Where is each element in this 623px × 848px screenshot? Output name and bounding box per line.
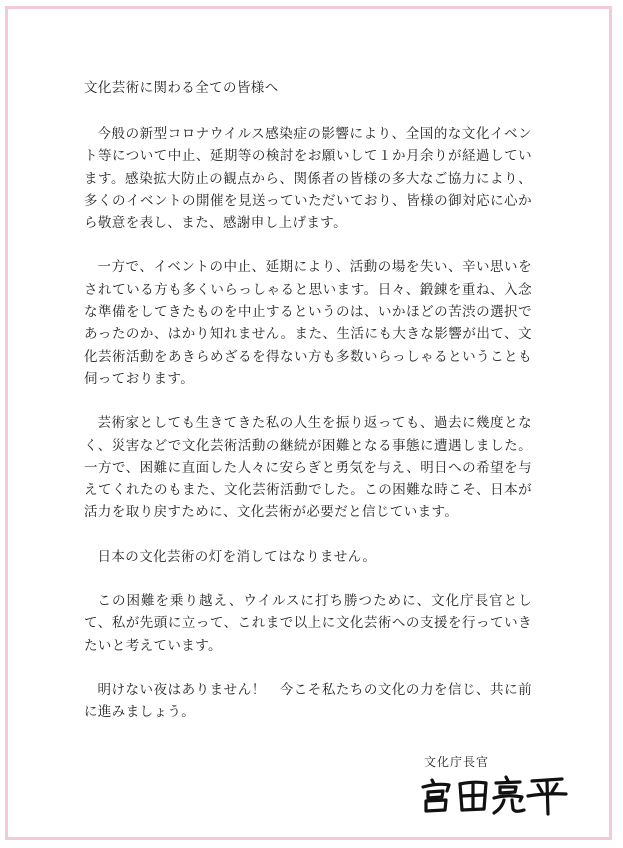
paragraph-3: 芸術家としても生きてきた私の人生を振り返っても、過去に幾度となく、災害などで文化芸術活動の継続が困難となる事態に遭遇しました。一方で、困難に直面した人々に安らぎと勇気を与え、明日への希望を与えてくれたのもまた、文化芸術活動でした。この困難な時こそ、日本が活力を取り戻すために、文化芸術が必要だと信じています。 [84,415,532,521]
signer-title: 文化庁長官 [424,755,490,769]
paragraph-1: 今般の新型コロナウイルス感染症の影響により、全国的な文化イベント等について中止、延期等の検討をお願いして１か月余りが経過しています。感染拡大防止の観点から、関係者の皆様の多大なご協力により、多くのイベントの開催を見送っていただいており、皆様の御対応に心から敬意を表し、また、感謝申し上げます。 [84,126,532,232]
handwritten-signature [418,772,568,816]
salutation: 文化芸術に関わる全ての皆様へ [84,80,279,96]
letter-body [84,77,532,724]
paragraph-6: 明けない夜はありません！ 今こそ私たちの文化の力を信じ、共に前に進みましょう。 [84,681,532,721]
paragraph-5: この困難を乗り越え、ウイルスに打ち勝つために、文化庁長官として、私が先頭に立って、これまで以上に文化芸術への支援を行っていきたいと考えています。 [84,593,532,654]
paragraph-4: 日本の文化芸術の灯を消してはなりません。 [97,548,377,565]
paragraph-2: 一方で、イベントの中止、延期により、活動の場を失い、辛い思いをされている方も多くいらっしゃると思います。日々、鍛錬を重ね、入念な準備をしてきたものを中止するというのは、いかほどの苦渋の選択であったのか、はかり知れません。また、生活にも大きな影響が出て、文化芸術活動をあきらめざるを得ない方も多数いらっしゃるということも伺っております。 [84,259,532,387]
